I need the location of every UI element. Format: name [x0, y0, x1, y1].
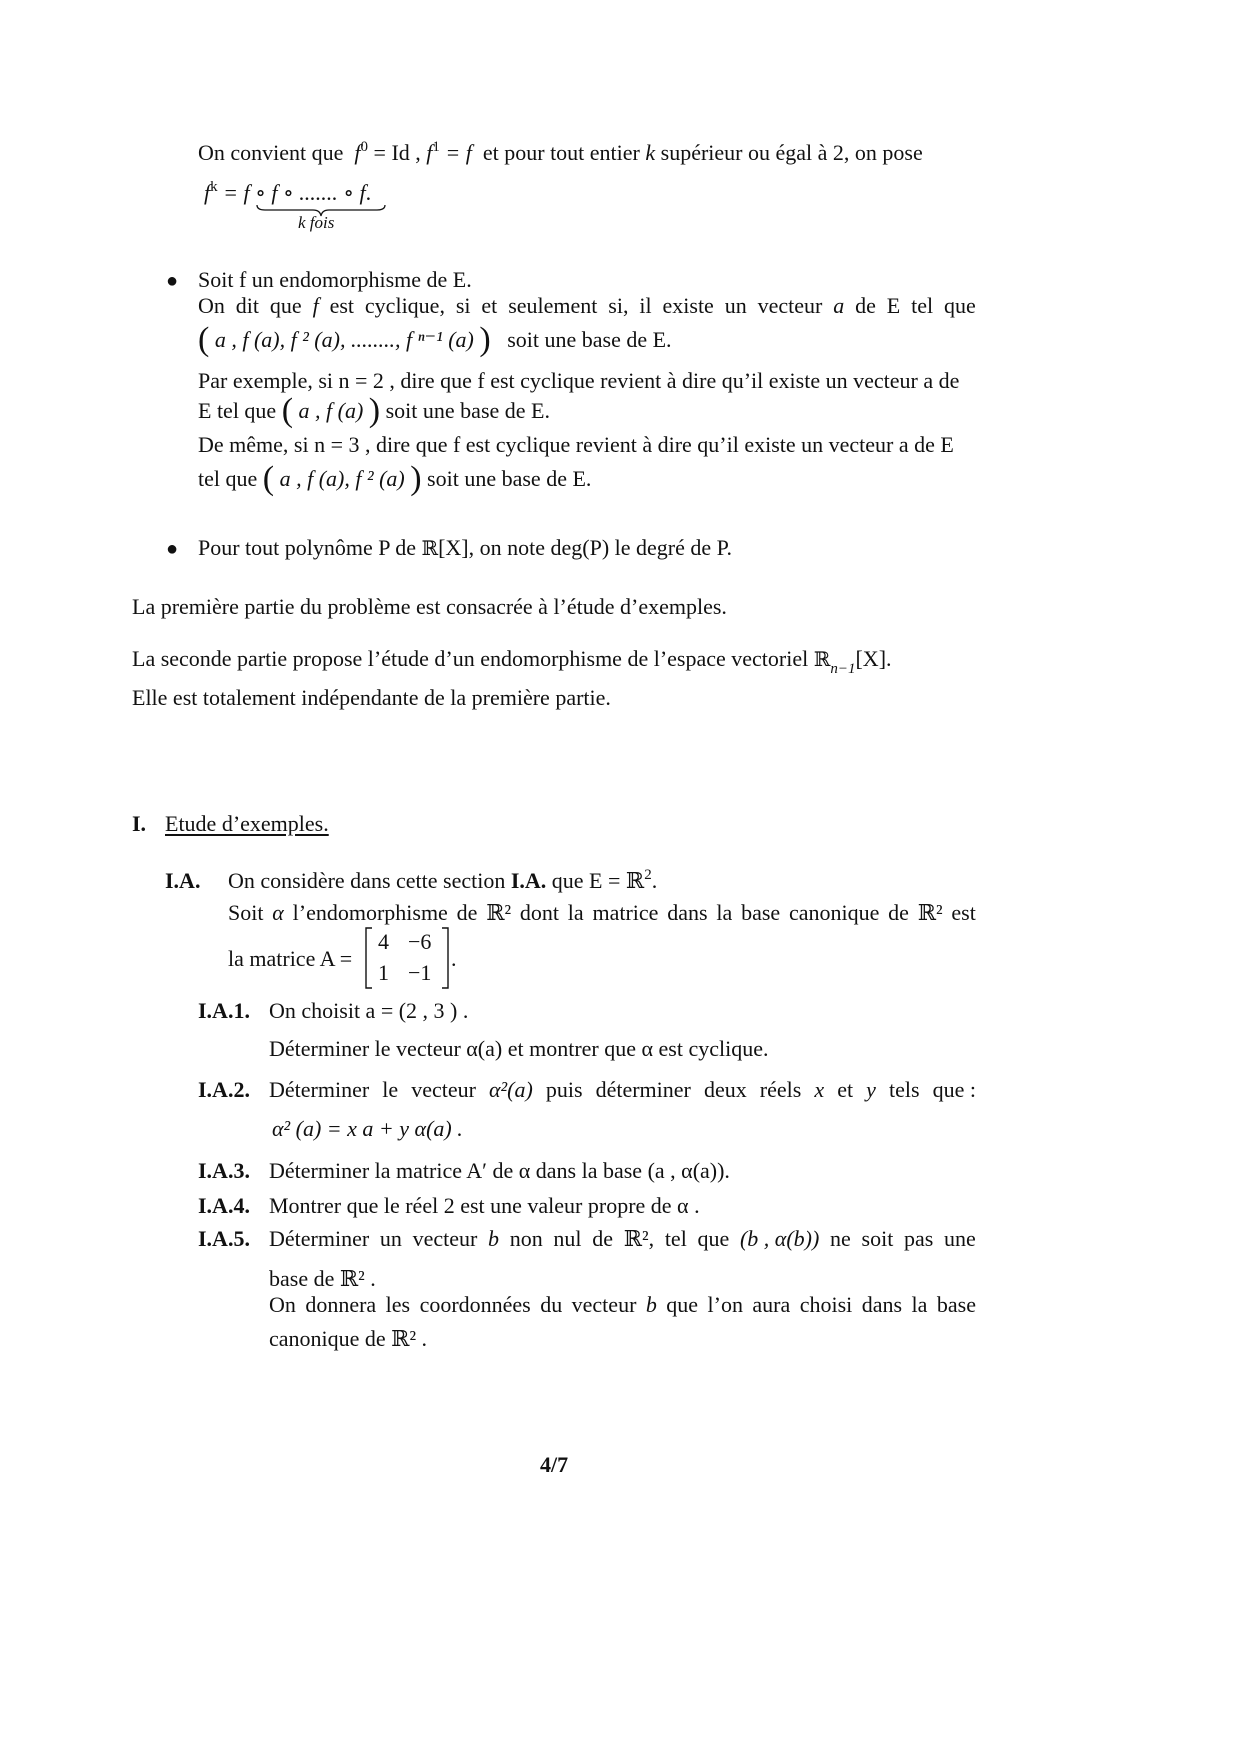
word: nul [553, 1226, 582, 1251]
math-id: = Id , [373, 140, 421, 165]
question-text: On choisit a = (2 , 3 ) . [269, 998, 469, 1023]
paragraph-1: La première partie du problème est consacrée à l’étude d’exemples. [132, 594, 727, 619]
matrix-cell: −1 [408, 960, 432, 985]
word: On [269, 1292, 296, 1317]
question-text: Montrer que le réel 2 est une valeur propre de α . [269, 1193, 700, 1218]
word: la [716, 900, 733, 925]
line-text: soit une base de E. [385, 398, 550, 423]
word: a [833, 293, 845, 318]
question-text: Déterminer la matrice A′ de α dans la base (a , α(a)). [269, 1158, 730, 1183]
math-family: a , f (a) [298, 398, 364, 423]
question-text: base de ℝ² . [269, 1266, 376, 1291]
paragraph-3: Elle est totalement indépendante de la première partie. [132, 685, 611, 710]
bullet-dot: ● [166, 538, 179, 560]
word: b [645, 1292, 657, 1317]
bullet1-line-4: Par exemple, si n = 2 , dire que f est cyclique revient à dire qu’il existe un vecteur a de [198, 368, 960, 393]
word: l’on [707, 1292, 743, 1317]
word: α [272, 900, 284, 925]
word: est [329, 293, 355, 318]
intro-line-1 [198, 140, 923, 166]
word: puis [545, 1077, 583, 1102]
word: donnera [305, 1292, 377, 1317]
word: si [455, 293, 471, 318]
subsection-label: I.A. [165, 868, 201, 893]
math-k: k [645, 140, 656, 165]
word: déterminer [595, 1077, 691, 1102]
question-label: I.A.2. [198, 1077, 250, 1102]
word: aura [752, 1292, 791, 1317]
line-text: On considère dans cette section [228, 868, 506, 893]
bullet-dot: ● [166, 270, 179, 292]
matrix-cell: −6 [408, 929, 432, 954]
math-sub: n−1 [830, 661, 856, 677]
word: pas [904, 1226, 934, 1251]
line-text: tel que [198, 466, 258, 491]
math-family: a , f (a), f ² (a), ........, f ⁿ⁻¹ (a) [214, 327, 474, 352]
math-dot: . [365, 180, 372, 205]
line-text: . [651, 868, 658, 893]
math-var: [X]. [855, 646, 892, 671]
word: x [814, 1077, 825, 1102]
word: que [666, 1292, 699, 1317]
word: E [886, 293, 901, 318]
word: vecteur [412, 1226, 478, 1251]
word: que [944, 293, 976, 318]
word: réels [759, 1077, 802, 1102]
word: base [741, 900, 781, 925]
word: la [567, 900, 584, 925]
word: deux [703, 1077, 747, 1102]
word: dit [235, 293, 260, 318]
math-sup: 1 [432, 139, 440, 155]
word: dans [861, 1292, 903, 1317]
paren-open: ( [281, 392, 294, 429]
bullet1-line-7 [198, 460, 592, 497]
word: vecteur [757, 293, 823, 318]
word: tels [888, 1077, 920, 1102]
bullet1-line-3 [198, 321, 672, 358]
intro-text: et pour tout entier [482, 140, 640, 165]
question-formula: α² (a) = x a + y α(a) . [272, 1116, 463, 1141]
math-var: [X] [438, 535, 469, 560]
math-sup: 2 [644, 867, 652, 883]
line-text: soit une base de E. [427, 466, 592, 491]
word: base [936, 1292, 976, 1317]
word: b [488, 1226, 500, 1251]
word: seulement [508, 293, 598, 318]
word: (b , α(b)) [739, 1226, 820, 1251]
word: un [724, 293, 747, 318]
word: le [382, 1077, 399, 1102]
matrix-A [362, 926, 462, 992]
word: l’endomorphisme [292, 900, 448, 925]
word: Soit [228, 900, 264, 925]
paren-close: ) [368, 392, 381, 429]
word: si, [608, 293, 629, 318]
question-label: I.A.3. [198, 1158, 250, 1183]
word: et [481, 293, 498, 318]
line-text: E tel que [198, 398, 277, 423]
word: la [911, 1292, 928, 1317]
question-text: Déterminer le vecteur α(a) et montrer que α est cyclique. [269, 1036, 769, 1061]
bullet1-line-2 [198, 293, 976, 319]
word: et [837, 1077, 854, 1102]
line-text: La seconde partie propose l’étude d’un endomorphisme de l’espace vectoriel [132, 646, 809, 671]
math-family: a , f (a), f ² (a) [279, 466, 405, 491]
word: soit [861, 1226, 894, 1251]
word: de [888, 900, 909, 925]
line-text: Pour tout polynôme P de [198, 535, 416, 560]
word: ne [830, 1226, 851, 1251]
page-number: 4/7 [540, 1452, 569, 1477]
word: ℝ² [486, 900, 512, 925]
intro-text: On convient que [198, 140, 344, 165]
word: Déterminer [269, 1226, 370, 1251]
paren-close: ) [410, 460, 422, 497]
word: f [312, 293, 319, 318]
word: existe [662, 293, 714, 318]
word: ℝ², [623, 1226, 655, 1251]
paragraph-2 [132, 646, 892, 677]
matrix-cell: 1 [378, 960, 389, 985]
word: une [944, 1226, 976, 1251]
section-number: I. [132, 811, 147, 836]
word: un [379, 1226, 402, 1251]
word: Déterminer [269, 1077, 370, 1102]
section-title: Etude d’exemples. [165, 811, 329, 836]
math-f: f [204, 180, 211, 205]
word: coordonnées [419, 1292, 531, 1317]
paren-open: ( [198, 321, 210, 358]
bullet2-line [198, 535, 732, 561]
IA-line-2 [228, 900, 976, 926]
bullet1-line-1: Soit f un endomorphisme de E. [198, 267, 472, 292]
word: dans [667, 900, 708, 925]
line-text: soit une base de E. [507, 327, 672, 352]
word: vecteur [571, 1292, 637, 1317]
word: que [697, 1226, 730, 1251]
question-label: I.A.4. [198, 1193, 250, 1218]
word: ℝ² [917, 900, 943, 925]
matrix-cell: 4 [378, 929, 389, 954]
word: y [866, 1077, 876, 1102]
word: que [269, 293, 302, 318]
bullet1-line-5 [198, 392, 550, 429]
question-text [269, 1077, 976, 1103]
word: de [456, 900, 478, 925]
word: matrice [592, 900, 659, 925]
word: il [639, 293, 652, 318]
word: choisi [799, 1292, 853, 1317]
intro-text: supérieur ou égal à 2, on pose [660, 140, 923, 165]
math-sup: 0 [360, 139, 369, 155]
word: du [540, 1292, 563, 1317]
matrix-end-dot: . [451, 946, 457, 971]
word: canonique [788, 900, 880, 925]
word: que : [932, 1077, 976, 1102]
math-composition: = f ∘ f ∘ ....... ∘ f [223, 180, 366, 205]
reals-symbol: ℝ [813, 647, 831, 671]
word: cyclique, [364, 293, 445, 318]
word: dont [519, 900, 559, 925]
word: est [951, 900, 976, 925]
word: tel [664, 1226, 687, 1251]
word: α²(a) [488, 1077, 533, 1102]
word: vecteur [411, 1077, 476, 1102]
k-fois-label: k fois [298, 213, 335, 232]
word: non [509, 1226, 543, 1251]
IA-line-3: la matrice A = [228, 946, 353, 971]
word: les [385, 1292, 411, 1317]
question-text [269, 1292, 976, 1318]
IA-line-1 [228, 868, 657, 894]
question-label: I.A.5. [198, 1226, 250, 1251]
math-f: f [426, 140, 433, 165]
math-eq-f: = f [445, 140, 472, 165]
reals-symbol: ℝ [421, 536, 439, 560]
word: On [198, 293, 225, 318]
line-text: , on note deg(P) le degré de P. [468, 535, 732, 560]
word: tel [911, 293, 934, 318]
paren-close: ) [479, 321, 491, 358]
question-text: canonique de ℝ² . [269, 1326, 428, 1351]
word: de [855, 293, 876, 318]
bullet1-line-6: De même, si n = 3 , dire que f est cyclique revient à dire qu’il existe un vecteur a de E [198, 432, 954, 457]
paren-open: ( [262, 460, 275, 497]
bold-ref: I.A. [510, 868, 547, 893]
word: de [592, 1226, 614, 1251]
question-text [269, 1226, 976, 1252]
math-sup: k [210, 179, 218, 195]
question-label: I.A.1. [198, 998, 250, 1023]
math-f: f [354, 140, 361, 165]
line-text: que E = ℝ [551, 868, 645, 893]
